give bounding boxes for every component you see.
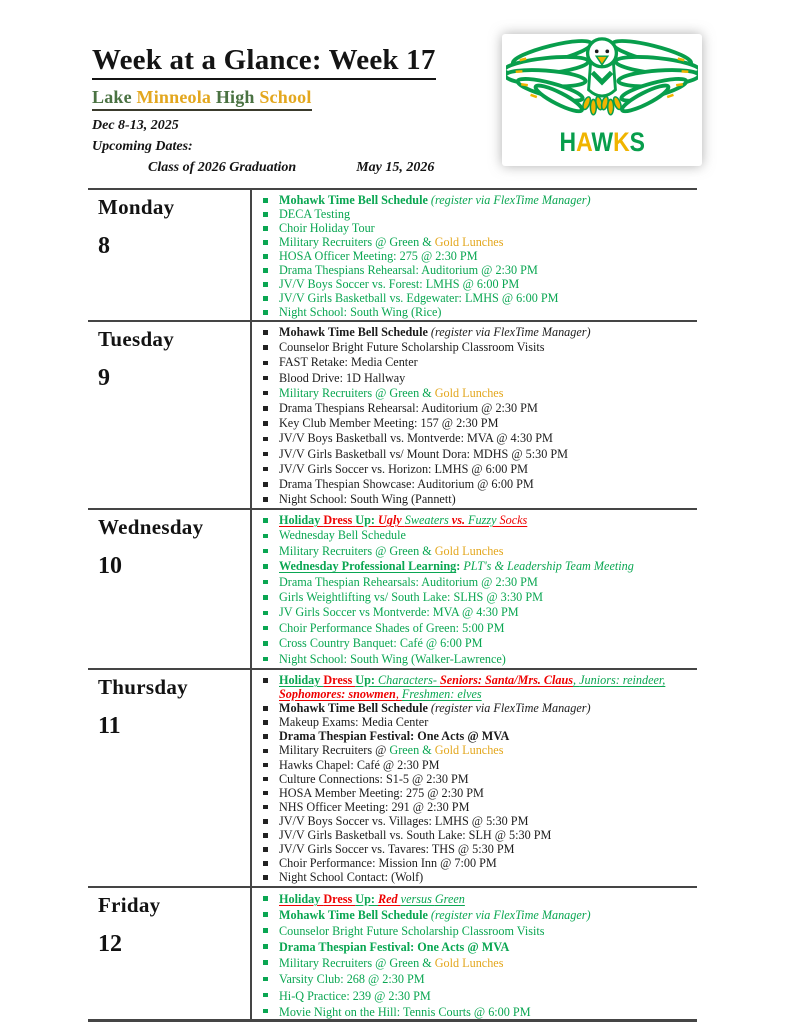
event-segment: Holiday bbox=[279, 892, 324, 906]
event-segment: Socks bbox=[499, 513, 528, 527]
event-item bbox=[252, 401, 697, 416]
event-segment: JV/V Girls Soccer vs. Tavares: THS @ 5:30 PM bbox=[279, 842, 515, 857]
event-item bbox=[252, 971, 697, 987]
hawk-icon bbox=[506, 34, 698, 134]
event-item bbox=[252, 729, 697, 743]
event-item bbox=[252, 416, 697, 431]
event-item bbox=[252, 1004, 697, 1020]
date-range: Dec 8-13, 2025 bbox=[92, 118, 179, 133]
event-segment: Drama Thespian Festival: One Acts @ MVA bbox=[279, 940, 510, 955]
event-item bbox=[252, 575, 697, 590]
event-item bbox=[252, 513, 697, 528]
page-header bbox=[92, 44, 492, 178]
event-item bbox=[252, 842, 697, 856]
event-item bbox=[252, 462, 697, 477]
event-segment: Drama Thespians Rehearsal: Auditorium @ 2:30 PM bbox=[279, 401, 538, 416]
event-item bbox=[252, 758, 697, 772]
event-segment: Choir Holiday Tour bbox=[279, 221, 375, 235]
event-segment: Gold Lunches bbox=[434, 956, 504, 971]
event-segment: (register via FlexTime Manager) bbox=[430, 325, 591, 339]
day-section-tuesday bbox=[88, 320, 697, 508]
school-name bbox=[92, 87, 312, 111]
school-word: High bbox=[215, 87, 260, 107]
event-segment: Hawks Chapel: Café @ 2:30 PM bbox=[279, 757, 440, 772]
event-segment: NHS Officer Meeting: 291 @ 2:30 PM bbox=[279, 799, 470, 814]
event-segment: Night School: South Wing (Walker-Lawrence) bbox=[279, 651, 506, 666]
event-item bbox=[252, 715, 697, 729]
event-segment: Counselor Bright Future Scholarship Classroom Visits bbox=[279, 340, 545, 355]
event-segment: Choir Performance: Mission Inn @ 7:00 PM bbox=[279, 856, 497, 871]
event-item bbox=[252, 907, 697, 923]
day-label bbox=[88, 888, 250, 1019]
school-word: School bbox=[259, 87, 312, 107]
day-name: Wednesday bbox=[98, 515, 204, 539]
event-segment: Girls Weightlifting vs/ South Lake: SLHS @ 3:30 PM bbox=[279, 590, 543, 605]
event-segment: Night School: South Wing (Pannett) bbox=[279, 492, 456, 507]
event-item bbox=[252, 891, 697, 907]
day-name: Tuesday bbox=[98, 327, 175, 351]
event-item bbox=[252, 340, 697, 355]
wordmark-letter: W bbox=[591, 127, 613, 157]
event-segment: Juniors: reindeer, bbox=[579, 673, 666, 687]
event-segment: Drama Thespian Rehearsals: Auditorium @ 2:30 PM bbox=[279, 574, 538, 589]
events-list bbox=[252, 673, 697, 884]
event-segment: Night School: South Wing (Rice) bbox=[279, 305, 442, 319]
event-segment: Up: bbox=[355, 673, 378, 687]
event-segment: Mohawk Time Bell Schedule bbox=[279, 193, 431, 207]
event-item bbox=[252, 605, 697, 620]
wordmark-letter: H bbox=[559, 127, 576, 157]
event-segment: , bbox=[573, 673, 580, 687]
day-number: 11 bbox=[98, 713, 121, 739]
event-item bbox=[252, 207, 697, 221]
event-segment: : bbox=[456, 559, 464, 574]
day-name: Friday bbox=[98, 893, 161, 917]
event-segment: Blood Drive: 1D Hallway bbox=[279, 370, 406, 385]
day-number: 10 bbox=[98, 553, 122, 579]
hawks-wordmark bbox=[559, 127, 645, 157]
event-item bbox=[252, 701, 697, 715]
event-item bbox=[252, 305, 697, 319]
event-item bbox=[252, 856, 697, 870]
day-section-friday bbox=[88, 886, 697, 1022]
events-list bbox=[252, 891, 697, 1020]
event-item bbox=[252, 673, 697, 701]
day-number: 8 bbox=[98, 233, 110, 259]
event-item bbox=[252, 955, 697, 971]
events-list bbox=[252, 193, 697, 319]
event-segment: JV/V Girls Basketball vs. Edgewater: LMHS @ 6:00 PM bbox=[279, 291, 559, 305]
event-segment: Dress bbox=[323, 673, 356, 687]
event-segment: (register via FlexTime Manager) bbox=[430, 193, 591, 207]
event-segment: Mohawk Time Bell Schedule bbox=[279, 325, 431, 339]
event-item bbox=[252, 291, 697, 305]
event-segment: (register via FlexTime Manager) bbox=[430, 701, 591, 716]
event-segment: Dress bbox=[323, 892, 356, 906]
event-segment: Seniors: Santa/Mrs. Claus bbox=[439, 673, 574, 687]
events-column bbox=[250, 190, 697, 320]
event-segment: Wednesday Bell Schedule bbox=[279, 528, 406, 543]
event-segment: Gold Lunches bbox=[434, 235, 504, 249]
upcoming-dates-label: Upcoming Dates: bbox=[92, 139, 193, 154]
day-label bbox=[88, 322, 250, 508]
day-number: 12 bbox=[98, 931, 122, 957]
event-item bbox=[252, 590, 697, 605]
event-segment: Culture Connections: S1-5 @ 2:30 PM bbox=[279, 771, 469, 786]
event-item bbox=[252, 772, 697, 786]
event-segment: DECA Testing bbox=[279, 207, 351, 221]
upcoming-event: Class of 2026 Graduation bbox=[148, 160, 297, 175]
upcoming-date: May 15, 2026 bbox=[356, 160, 435, 175]
event-segment: Up: bbox=[355, 513, 378, 527]
event-item bbox=[252, 636, 697, 651]
event-item bbox=[252, 447, 697, 462]
event-segment: Up: bbox=[355, 892, 378, 906]
event-item bbox=[252, 544, 697, 559]
event-segment: HOSA Officer Meeting: 275 @ 2:30 PM bbox=[279, 249, 478, 263]
day-name: Monday bbox=[98, 195, 175, 219]
event-segment: Night School Contact: (Wolf) bbox=[279, 870, 424, 885]
events-list bbox=[252, 325, 697, 507]
event-segment: Freshmen: elves bbox=[401, 687, 482, 702]
event-segment: JV Girls Soccer vs Montverde: MVA @ 4:30 PM bbox=[279, 605, 519, 620]
event-item bbox=[252, 193, 697, 207]
event-segment: Mohawk Time Bell Schedule bbox=[279, 701, 431, 716]
event-segment: Drama Thespian Festival: One Acts @ MVA bbox=[279, 729, 510, 744]
event-segment: HOSA Member Meeting: 275 @ 2:30 PM bbox=[279, 785, 484, 800]
event-item bbox=[252, 621, 697, 636]
day-name: Thursday bbox=[98, 675, 188, 699]
event-segment: Gold Lunches bbox=[434, 743, 504, 758]
event-segment: Military Recruiters @ Green & bbox=[279, 543, 435, 558]
event-item bbox=[252, 652, 697, 667]
event-segment: Green & bbox=[389, 743, 435, 758]
event-item bbox=[252, 528, 697, 543]
events-column bbox=[250, 510, 697, 668]
day-label bbox=[88, 510, 250, 668]
event-item bbox=[252, 492, 697, 507]
event-item bbox=[252, 814, 697, 828]
day-label bbox=[88, 190, 250, 320]
event-segment: JV/V Girls Basketball vs/ Mount Dora: MDHS @ 5:30 PM bbox=[279, 446, 568, 461]
event-segment: , bbox=[395, 687, 402, 702]
event-segment: Military Recruiters @ Green & bbox=[279, 956, 435, 971]
event-segment: Holiday bbox=[279, 673, 324, 687]
events-column bbox=[250, 670, 697, 886]
event-segment: Military Recruiters @ Green & bbox=[279, 385, 435, 400]
school-word: Lake bbox=[92, 87, 137, 107]
event-segment: Red bbox=[377, 892, 401, 906]
event-item bbox=[252, 386, 697, 401]
event-segment: Drama Thespians Rehearsal: Auditorium @ 2:30 PM bbox=[279, 263, 538, 277]
event-segment: Wednesday Professional Learning bbox=[279, 559, 457, 574]
wordmark-letter: A bbox=[575, 127, 592, 157]
event-segment: Gold Lunches bbox=[434, 385, 504, 400]
event-segment: JV/V Boys Soccer vs. Villages: LMHS @ 5:30 PM bbox=[279, 813, 529, 828]
event-segment: Counselor Bright Future Scholarship Classroom Visits bbox=[279, 924, 545, 939]
day-label bbox=[88, 670, 250, 886]
event-segment: Green bbox=[434, 892, 465, 906]
event-item bbox=[252, 923, 697, 939]
event-segment: Mohawk Time Bell Schedule bbox=[279, 908, 431, 923]
event-segment: Choir Performance Shades of Green: 5:00 PM bbox=[279, 620, 505, 635]
event-segment: FAST Retake: Media Center bbox=[279, 355, 418, 370]
event-segment: vs. bbox=[451, 513, 469, 527]
event-item bbox=[252, 249, 697, 263]
event-item bbox=[252, 263, 697, 277]
event-item bbox=[252, 431, 697, 446]
event-item bbox=[252, 743, 697, 757]
event-item bbox=[252, 477, 697, 492]
event-segment: PLT's & Leadership Team Meeting bbox=[463, 559, 634, 574]
event-segment: versus bbox=[400, 892, 435, 906]
event-segment: Varsity Club: 268 @ 2:30 PM bbox=[279, 972, 425, 987]
event-item bbox=[252, 371, 697, 386]
event-item bbox=[252, 325, 697, 340]
event-segment: Gold Lunches bbox=[434, 543, 504, 558]
event-item bbox=[252, 277, 697, 291]
event-segment: Makeup Exams: Media Center bbox=[279, 715, 429, 730]
event-item bbox=[252, 870, 697, 884]
event-item bbox=[252, 786, 697, 800]
event-segment: Characters- bbox=[377, 673, 440, 687]
event-segment: JV/V Boys Soccer vs. Forest: LMHS @ 6:00 PM bbox=[279, 277, 520, 291]
events-list bbox=[252, 513, 697, 667]
day-section-thursday bbox=[88, 668, 697, 886]
event-segment: Movie Night on the Hill: Tennis Courts @ 6:00 PM bbox=[279, 1004, 531, 1019]
event-segment: Sophomores: snowmen bbox=[279, 687, 396, 702]
event-segment: Military Recruiters @ Green & bbox=[279, 235, 435, 249]
day-section-monday bbox=[88, 188, 697, 320]
event-segment: Fuzzy bbox=[468, 513, 500, 527]
event-item bbox=[252, 235, 697, 249]
wordmark-letter: K bbox=[612, 127, 630, 157]
event-segment: Military Recruiters @ bbox=[279, 743, 390, 758]
event-item bbox=[252, 221, 697, 235]
event-segment: (register via FlexTime Manager) bbox=[430, 908, 591, 923]
event-segment: Drama Thespian Showcase: Auditorium @ 6:00 PM bbox=[279, 477, 534, 492]
event-item bbox=[252, 559, 697, 574]
event-item bbox=[252, 800, 697, 814]
event-segment: JV/V Boys Basketball vs. Montverde: MVA @ 4:30 PM bbox=[279, 431, 553, 446]
event-segment: Cross Country Banquet: Café @ 6:00 PM bbox=[279, 636, 483, 651]
day-number: 9 bbox=[98, 365, 110, 391]
event-segment: Holiday bbox=[279, 513, 324, 527]
event-item bbox=[252, 988, 697, 1004]
day-section-wednesday bbox=[88, 508, 697, 668]
event-segment: JV/V Girls Basketball vs. South Lake: SLH @ 5:30 PM bbox=[279, 828, 552, 843]
event-segment: Ugly bbox=[377, 513, 405, 527]
hawks-logo bbox=[502, 34, 702, 166]
event-item bbox=[252, 939, 697, 955]
events-column bbox=[250, 322, 697, 508]
event-item bbox=[252, 828, 697, 842]
event-segment: Dress bbox=[323, 513, 356, 527]
event-segment: Hi-Q Practice: 239 @ 2:30 PM bbox=[279, 988, 431, 1003]
wordmark-letter: S bbox=[629, 127, 645, 157]
week-schedule-table bbox=[88, 188, 697, 1022]
page-title: Week at a Glance: Week 17 bbox=[92, 44, 436, 80]
school-word: Minneola bbox=[136, 87, 216, 107]
event-segment: JV/V Girls Soccer vs. Horizon: LMHS @ 6:00 PM bbox=[279, 461, 528, 476]
event-segment: Sweaters bbox=[404, 513, 452, 527]
events-column bbox=[250, 888, 697, 1019]
event-segment: Key Club Member Meeting: 157 @ 2:30 PM bbox=[279, 416, 499, 431]
event-item bbox=[252, 355, 697, 370]
